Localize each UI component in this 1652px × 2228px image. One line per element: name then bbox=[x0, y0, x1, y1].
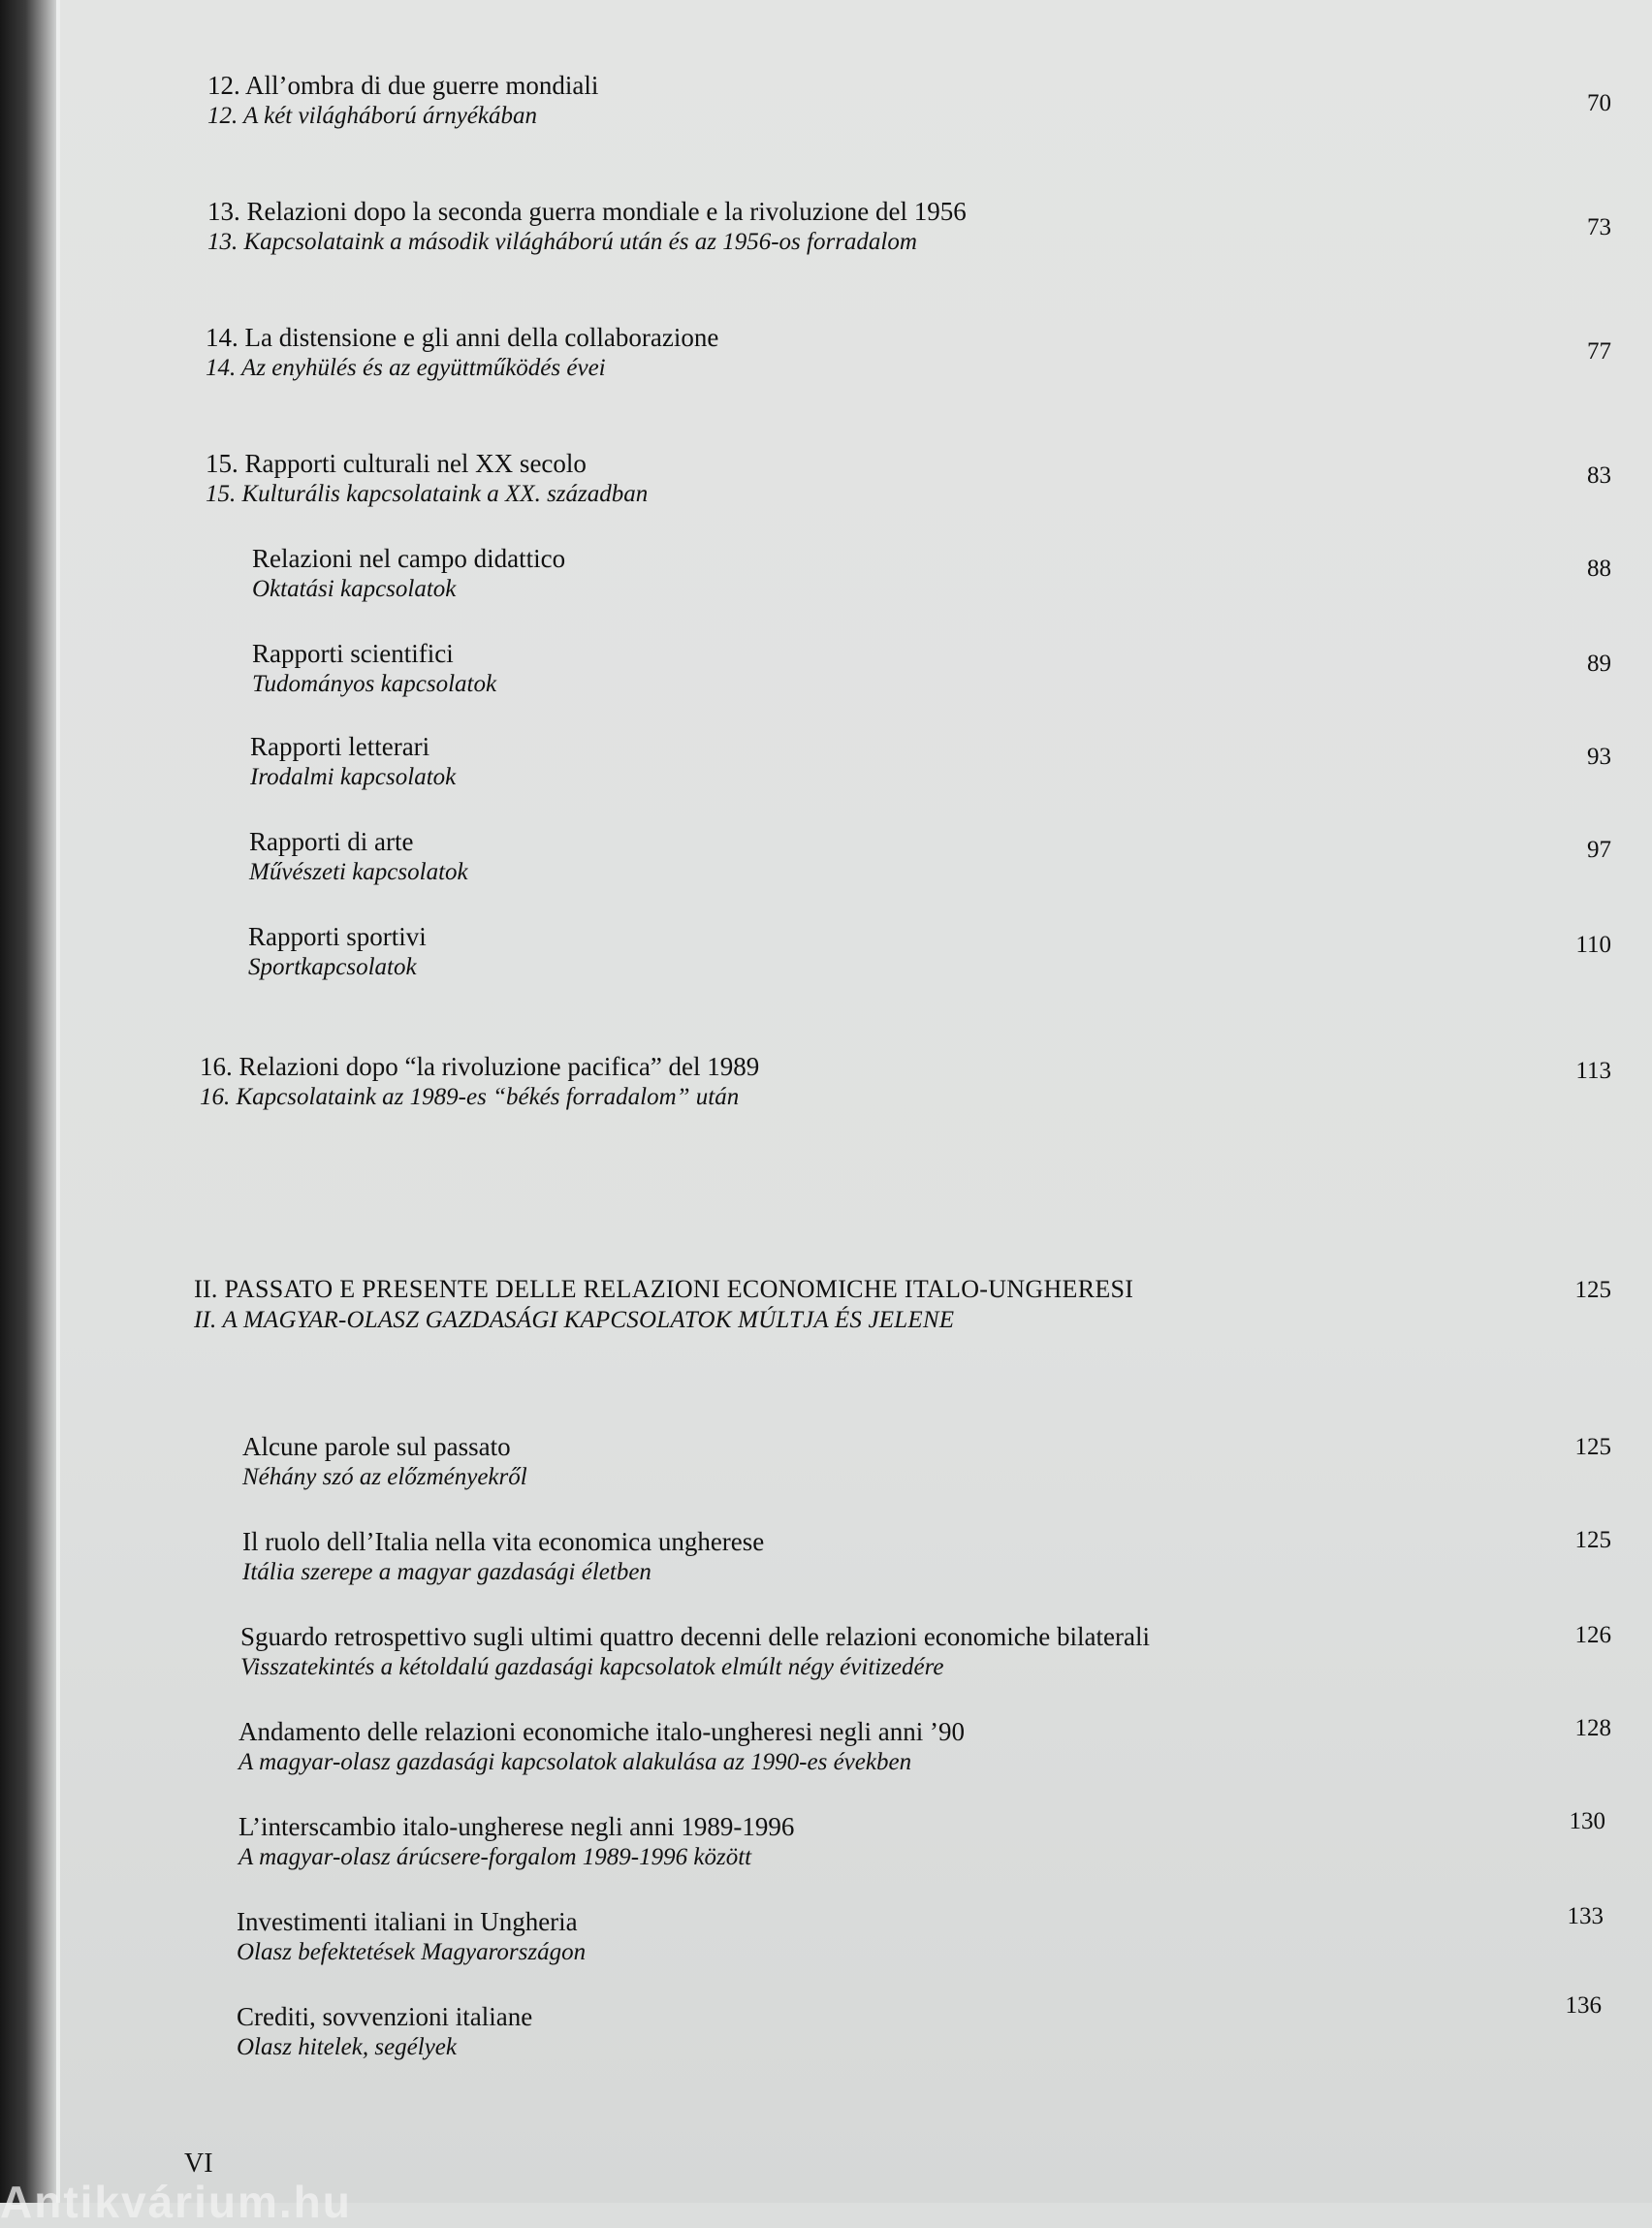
toc-subentry bbox=[240, 1621, 1150, 1683]
entry-subtitle: Sportkapcsolatok bbox=[248, 954, 417, 980]
entry-subtitle: 12. A két világháború árnyékában bbox=[207, 103, 537, 129]
page-number: 126 bbox=[1574, 1622, 1611, 1648]
entry-subtitle: A magyar-olasz árúcsere-forgalom 1989-1996 között bbox=[238, 1844, 752, 1870]
entry-title: Rapporti di arte bbox=[249, 827, 414, 856]
page-folio: VI bbox=[184, 2148, 213, 2179]
entry-subtitle: Művészeti kapcsolatok bbox=[249, 859, 468, 885]
page-number: 89 bbox=[1587, 651, 1611, 677]
page-number: 125 bbox=[1574, 1434, 1611, 1460]
entry-subtitle: Tudományos kapcsolatok bbox=[252, 671, 497, 697]
entry-title: 12. All’ombra di due guerre mondiali bbox=[207, 71, 599, 100]
page-number: 125 bbox=[1574, 1277, 1611, 1303]
toc-subentry bbox=[242, 1431, 527, 1493]
page-number: 97 bbox=[1587, 837, 1611, 863]
toc-entry-chapter-12 bbox=[207, 70, 598, 132]
toc-subentry bbox=[237, 2001, 532, 2063]
entry-subtitle: Olasz hitelek, segélyek bbox=[237, 2034, 457, 2060]
page-number: 88 bbox=[1587, 556, 1611, 582]
entry-subtitle: Irodalmi kapcsolatok bbox=[250, 764, 457, 790]
book-gutter-shadow bbox=[0, 0, 56, 2203]
entry-title: Rapporti sportivi bbox=[248, 922, 427, 951]
entry-title: L’interscambio italo-ungherese negli anni 1989-1996 bbox=[238, 1812, 795, 1841]
entry-subtitle: A magyar-olasz gazdasági kapcsolatok alakulása az 1990-es években bbox=[238, 1749, 912, 1775]
page-number: 133 bbox=[1567, 1903, 1604, 1929]
entry-subtitle: 15. Kulturális kapcsolataink a XX. században bbox=[206, 481, 649, 507]
page-number: 77 bbox=[1587, 338, 1611, 365]
entry-title: Il ruolo dell’Italia nella vita economica ungherese bbox=[242, 1527, 765, 1556]
entry-title: Sguardo retrospettivo sugli ultimi quattro decenni delle relazioni economiche bilaterali bbox=[240, 1622, 1150, 1651]
page-number: 128 bbox=[1574, 1715, 1611, 1741]
page-number: 93 bbox=[1587, 744, 1611, 770]
entry-subtitle: 16. Kapcsolataink az 1989-es “békés forradalom” után bbox=[200, 1084, 740, 1110]
page-number: 113 bbox=[1575, 1058, 1611, 1084]
entry-title: 16. Relazioni dopo “la rivoluzione pacifica” del 1989 bbox=[200, 1052, 760, 1081]
entry-subtitle: 14. Az enyhülés és az együttműködés évei bbox=[206, 355, 606, 381]
toc-entry-chapter-14 bbox=[206, 322, 718, 384]
section-title: II. PASSATO E PRESENTE DELLE RELAZIONI ECONOMICHE ITALO-UNGHERESI bbox=[194, 1275, 1134, 1303]
page-number: 83 bbox=[1587, 462, 1611, 489]
entry-title: Alcune parole sul passato bbox=[242, 1432, 511, 1461]
toc-subentry bbox=[238, 1811, 794, 1873]
toc-subentry bbox=[242, 1526, 764, 1588]
entry-title: 15. Rapporti culturali nel XX secolo bbox=[206, 449, 587, 478]
toc-subentry bbox=[252, 638, 496, 700]
page-number: 130 bbox=[1569, 1808, 1605, 1834]
entry-title: Relazioni nel campo didattico bbox=[252, 544, 566, 573]
toc-entry-chapter-16 bbox=[200, 1051, 759, 1113]
toc-subentry bbox=[248, 921, 427, 983]
entry-title: Rapporti scientifici bbox=[252, 639, 454, 668]
entry-title: 13. Relazioni dopo la seconda guerra mondiale e la rivoluzione del 1956 bbox=[207, 197, 967, 226]
toc-subentry bbox=[250, 731, 456, 793]
entry-title: Crediti, sovvenzioni italiane bbox=[237, 2002, 533, 2031]
entry-subtitle: Olasz befektetések Magyarországon bbox=[237, 1939, 587, 1965]
entry-title: Investimenti italiani in Ungheria bbox=[237, 1907, 578, 1936]
entry-subtitle: Oktatási kapcsolatok bbox=[252, 576, 457, 602]
toc-section-heading bbox=[194, 1274, 1133, 1336]
toc-subentry bbox=[252, 543, 565, 605]
toc-subentry bbox=[249, 826, 468, 888]
toc-subentry bbox=[237, 1906, 586, 1968]
entry-title: Andamento delle relazioni economiche italo-ungheresi negli anni ’90 bbox=[238, 1717, 965, 1746]
page-number: 110 bbox=[1575, 932, 1611, 958]
page-number: 125 bbox=[1574, 1527, 1611, 1553]
entry-subtitle: Itália szerepe a magyar gazdasági életben bbox=[242, 1559, 651, 1585]
entry-title: 14. La distensione e gli anni della collaborazione bbox=[206, 323, 719, 352]
entry-subtitle: 13. Kapcsolataink a második világháború után és az 1956-os forradalom bbox=[207, 229, 917, 255]
toc-entry-chapter-15 bbox=[206, 448, 648, 510]
page-number: 73 bbox=[1587, 214, 1611, 240]
page-number: 136 bbox=[1565, 1992, 1602, 2019]
page-number: 70 bbox=[1587, 90, 1611, 116]
section-subtitle: II. A MAGYAR-OLASZ GAZDASÁGI KAPCSOLATOK MÚLTJA ÉS JELENE bbox=[194, 1307, 955, 1333]
toc-entry-chapter-13 bbox=[207, 196, 967, 258]
entry-subtitle: Visszatekintés a kétoldalú gazdasági kapcsolatok elmúlt négy évitizedére bbox=[240, 1654, 944, 1680]
toc-subentry bbox=[238, 1716, 965, 1778]
entry-title: Rapporti letterari bbox=[250, 732, 430, 761]
entry-subtitle: Néhány szó az előzményekről bbox=[242, 1464, 527, 1490]
watermark: Antikvárium.hu bbox=[0, 2177, 352, 2227]
